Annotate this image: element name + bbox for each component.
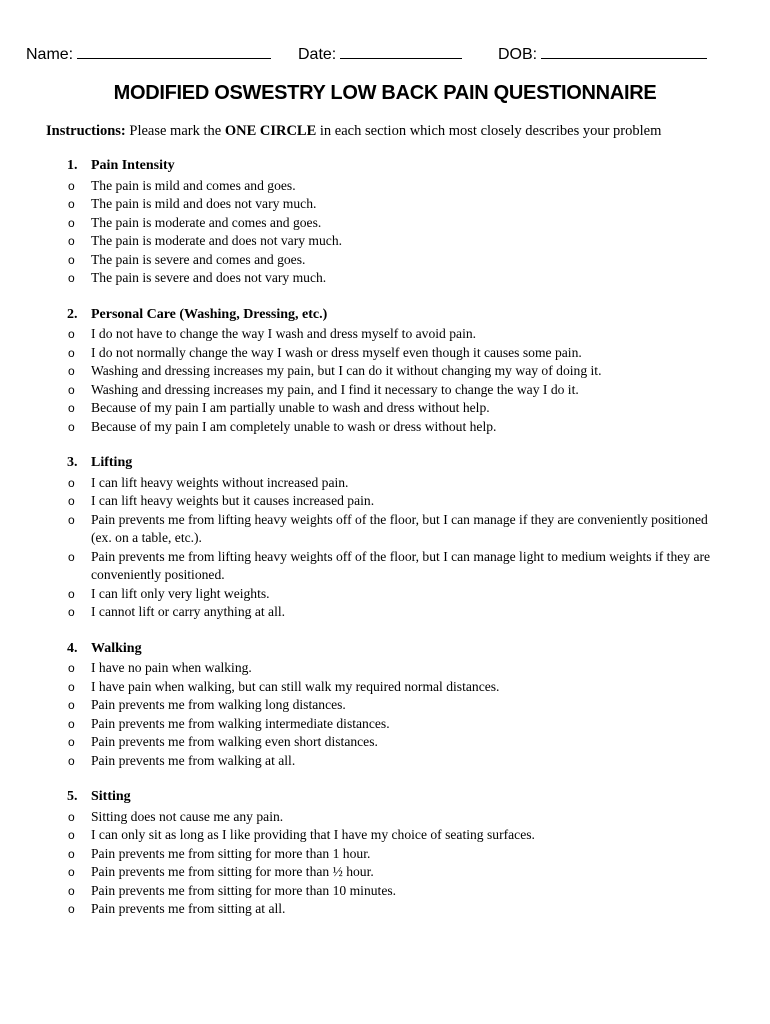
answer-option[interactable] [0,715,770,734]
name-label: Name: [26,46,74,63]
section-heading [0,158,770,177]
name-field [26,42,271,64]
answer-option[interactable] [0,325,770,344]
option-text: Because of my pain I am partially unable to wash and dress without help. [91,400,490,415]
circle-bullet-icon[interactable]: o [68,494,75,508]
answer-option[interactable] [0,603,770,622]
section-title: Pain Intensity [91,158,175,173]
answer-option[interactable] [0,900,770,919]
answer-option[interactable] [0,808,770,827]
question-sections [0,158,770,938]
option-text: Pain prevents me from walking long distances. [91,697,346,712]
option-text: The pain is moderate and comes and goes. [91,214,322,230]
answer-option[interactable] [0,882,770,901]
section-title: Lifting [91,455,133,470]
dob-label: DOB: [498,46,538,63]
answer-option[interactable] [0,381,770,400]
answer-option[interactable] [0,845,770,864]
circle-bullet-icon[interactable]: o [68,327,75,341]
section-title: Personal Care (Washing, Dressing, etc.) [91,306,328,322]
circle-bullet-icon[interactable]: o [68,809,75,824]
question-section [0,455,770,622]
answer-option[interactable] [0,474,770,493]
circle-bullet-icon[interactable]: o [68,735,75,749]
circle-bullet-icon[interactable]: o [68,512,75,527]
option-text: Pain prevents me from walking even short distances. [91,734,378,749]
answer-option[interactable] [0,492,770,511]
option-text: Pain prevents me from sitting for more than 1 hour. [91,845,371,861]
option-text: Because of my pain I am completely unable to wash or dress without help. [91,418,497,434]
circle-bullet-icon[interactable]: o [68,345,75,360]
name-blank[interactable] [77,42,271,59]
option-text: The pain is mild and does not vary much. [91,196,317,211]
answer-option[interactable] [0,696,770,715]
circle-bullet-icon[interactable]: o [68,549,75,564]
question-section [0,641,770,771]
option-text: The pain is severe and does not vary much. [91,270,327,285]
section-number: 2. [67,306,78,322]
date-label: Date: [298,46,337,63]
answer-option[interactable] [0,678,770,697]
option-text: I have pain when walking, but can still walk my required normal distances. [91,678,500,694]
answer-option[interactable] [0,344,770,363]
answer-option[interactable] [0,418,770,437]
section-title: Walking [91,640,142,656]
circle-bullet-icon[interactable]: o [68,401,75,415]
answer-option[interactable] [0,232,770,251]
section-title: Sitting [91,789,131,804]
instructions-text-before: Please mark the [125,123,225,139]
option-text: I cannot lift or carry anything at all. [91,604,286,619]
option-text: I can lift only very light weights. [91,585,270,601]
circle-bullet-icon[interactable]: o [68,828,75,842]
option-text: Pain prevents me from sitting for more than ½ hour. [91,864,374,879]
answer-option[interactable] [0,863,770,882]
circle-bullet-icon[interactable]: o [68,716,75,731]
answer-option[interactable] [0,548,770,585]
circle-bullet-icon[interactable]: o [68,661,75,675]
option-text: Sitting does not cause me any pain. [91,808,284,824]
circle-bullet-icon[interactable]: o [68,364,75,378]
circle-bullet-icon[interactable]: o [68,679,75,694]
option-text: Washing and dressing increases my pain, and I find it necessary to change the way I do it. [91,381,579,397]
question-section [0,158,770,288]
answer-option[interactable] [0,399,770,418]
instructions [46,123,746,140]
circle-bullet-icon[interactable]: o [68,215,75,230]
circle-bullet-icon[interactable]: o [68,753,75,768]
circle-bullet-icon[interactable]: o [68,197,75,211]
answer-option[interactable] [0,511,770,548]
circle-bullet-icon[interactable]: o [68,234,75,248]
option-text: Pain prevents me from lifting heavy weights off of the floor, but I can manage if they are conveniently positioned (ex. on a table, etc.). [91,511,708,545]
dob-field [498,42,707,64]
circle-bullet-icon[interactable]: o [68,382,75,397]
circle-bullet-icon[interactable]: o [68,252,75,267]
option-text: The pain is mild and comes and goes. [91,177,296,193]
instructions-emphasis: ONE CIRCLE [224,123,317,139]
question-section [0,307,770,437]
section-heading [0,641,770,660]
option-text: I can lift heavy weights without increased pain. [91,474,349,490]
circle-bullet-icon[interactable]: o [68,902,75,916]
answer-option[interactable] [0,826,770,845]
section-number: 4. [67,640,78,656]
answer-option[interactable] [0,585,770,604]
circle-bullet-icon[interactable]: o [68,178,75,193]
option-text: I can only sit as long as I like providing that I have my choice of seating surfaces. [91,827,535,842]
option-text: I do not have to change the way I wash and dress myself to avoid pain. [91,326,477,341]
section-heading [0,789,770,808]
option-text: Pain prevents me from sitting at all. [91,901,286,916]
option-text: Pain prevents me from sitting for more than 10 minutes. [91,882,397,898]
page-title: MODIFIED OSWESTRY LOW BACK PAIN QUESTIONNAIRE [113,82,657,104]
answer-option[interactable] [0,752,770,771]
circle-bullet-icon[interactable]: o [68,271,75,285]
circle-bullet-icon[interactable]: o [68,698,75,712]
question-section [0,789,770,919]
option-text: Pain prevents me from lifting heavy weights off of the floor, but I can manage light to medium weights if they are conveniently positioned. [91,548,711,582]
section-heading [0,307,770,326]
circle-bullet-icon[interactable]: o [68,883,75,898]
option-text: The pain is severe and comes and goes. [91,251,306,267]
circle-bullet-icon[interactable]: o [68,475,75,490]
section-heading [0,455,770,474]
instructions-text-after: in each section which most closely describes your problem [316,123,662,139]
option-text: I have no pain when walking. [91,660,252,675]
option-text: I can lift heavy weights but it causes increased pain. [91,493,375,508]
section-number: 3. [67,455,78,470]
answer-option[interactable] [0,177,770,196]
answer-option[interactable] [0,659,770,678]
option-text: Washing and dressing increases my pain, but I can do it without changing my way of doing it. [91,363,602,378]
circle-bullet-icon[interactable]: o [68,846,75,861]
answer-option[interactable] [0,251,770,270]
option-text: I do not normally change the way I wash or dress myself even though it causes some pain. [91,344,582,360]
circle-bullet-icon[interactable]: o [68,605,75,619]
circle-bullet-icon[interactable]: o [68,419,75,434]
answer-option[interactable] [0,362,770,381]
option-text: The pain is moderate and does not vary much. [91,233,343,248]
answer-option[interactable] [0,269,770,288]
circle-bullet-icon[interactable]: o [68,586,75,601]
answer-option[interactable] [0,214,770,233]
circle-bullet-icon[interactable]: o [68,865,75,879]
date-field [298,42,462,64]
dob-blank[interactable] [541,42,707,59]
section-number: 5. [67,789,78,804]
option-text: Pain prevents me from walking at all. [91,752,296,768]
answer-option[interactable] [0,195,770,214]
option-text: Pain prevents me from walking intermediate distances. [91,715,390,731]
section-number: 1. [67,158,78,173]
instructions-lead: Instructions: [46,123,126,139]
answer-option[interactable] [0,733,770,752]
patient-info-header [26,42,726,66]
date-blank[interactable] [340,42,462,59]
